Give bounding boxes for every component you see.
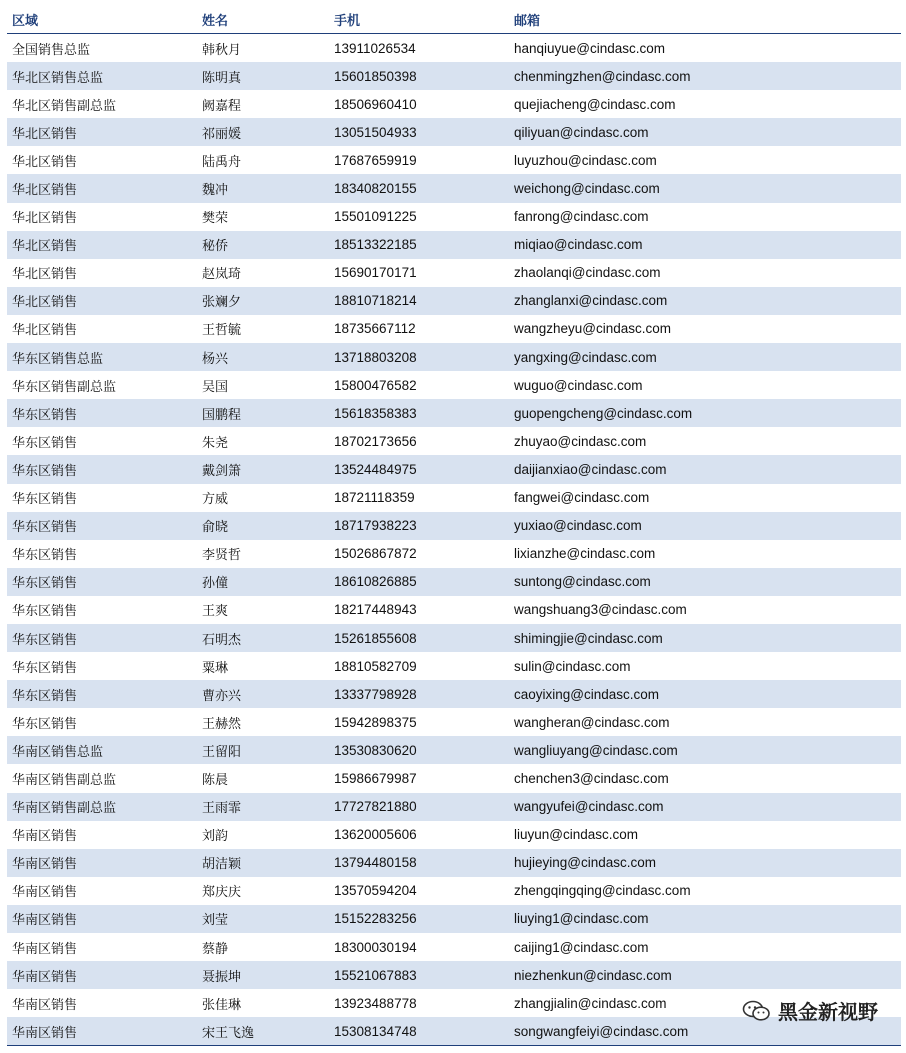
table-row <box>7 427 901 455</box>
cell-region: 华南区销售 <box>12 829 78 845</box>
table-body <box>7 34 901 1045</box>
cell-name: 赵岚琦 <box>202 267 242 283</box>
cell-phone: 13620005606 <box>334 827 417 843</box>
table-row <box>7 652 901 680</box>
cell-region: 华北区销售 <box>12 211 78 227</box>
cell-region: 华东区销售 <box>12 576 78 592</box>
cell-email: songwangfeiyi@cindasc.com <box>514 1023 689 1039</box>
cell-phone: 18810718214 <box>334 293 417 309</box>
cell-email: yuxiao@cindasc.com <box>514 518 642 534</box>
cell-phone: 18717938223 <box>334 518 417 534</box>
cell-name: 蔡静 <box>202 941 229 957</box>
table-row <box>7 680 901 708</box>
cell-email: fanrong@cindasc.com <box>514 209 649 225</box>
cell-email: qiliyuan@cindasc.com <box>514 124 649 140</box>
cell-phone: 15152283256 <box>334 911 417 927</box>
cell-name: 王赫然 <box>202 716 242 732</box>
cell-name: 俞晓 <box>202 520 229 536</box>
table-row <box>7 540 901 568</box>
table-row <box>7 736 901 764</box>
cell-phone: 15521067883 <box>334 967 417 983</box>
cell-phone: 18217448943 <box>334 602 417 618</box>
cell-region: 全国销售总监 <box>12 42 91 58</box>
cell-region: 华东区销售 <box>12 548 78 564</box>
cell-region: 华东区销售 <box>12 688 78 704</box>
cell-name: 樊荣 <box>202 211 229 227</box>
cell-email: zhanglanxi@cindasc.com <box>514 293 668 309</box>
cell-name: 阙嘉程 <box>202 98 242 114</box>
cell-name: 宋王飞逸 <box>202 1025 255 1041</box>
cell-name: 陈明真 <box>202 70 242 86</box>
cell-name: 韩秋月 <box>202 42 242 58</box>
cell-region: 华南区销售 <box>12 997 78 1013</box>
cell-region: 华东区销售 <box>12 463 78 479</box>
cell-phone: 15026867872 <box>334 546 417 562</box>
table-row <box>7 62 901 90</box>
table-bottom-rule <box>7 1045 901 1046</box>
cell-email: luyuzhou@cindasc.com <box>514 152 657 168</box>
cell-email: caijing1@cindasc.com <box>514 939 649 955</box>
cell-name: 陆禹舟 <box>202 154 242 170</box>
cell-email: zhuyao@cindasc.com <box>514 433 647 449</box>
cell-email: wuguo@cindasc.com <box>514 377 643 393</box>
cell-name: 陈晨 <box>202 772 229 788</box>
table-row <box>7 568 901 596</box>
cell-email: caoyixing@cindasc.com <box>514 686 660 702</box>
table-row <box>7 793 901 821</box>
header-name: 姓名 <box>202 13 229 29</box>
table-row <box>7 90 901 118</box>
cell-phone: 15501091225 <box>334 209 417 225</box>
table-row <box>7 877 901 905</box>
cell-region: 华南区销售 <box>12 1025 78 1041</box>
cell-region: 华北区销售 <box>12 154 78 170</box>
cell-region: 华南区销售 <box>12 857 78 873</box>
cell-email: zhengqingqing@cindasc.com <box>514 883 691 899</box>
cell-name: 王爽 <box>202 604 229 620</box>
cell-phone: 13923488778 <box>334 995 417 1011</box>
table-row <box>7 371 901 399</box>
cell-region: 华北区销售 <box>12 126 78 142</box>
cell-region: 华东区销售 <box>12 716 78 732</box>
cell-phone: 15618358383 <box>334 405 417 421</box>
table-row <box>7 961 901 989</box>
cell-region: 华东区销售 <box>12 604 78 620</box>
cell-email: chenmingzhen@cindasc.com <box>514 68 691 84</box>
cell-email: lixianzhe@cindasc.com <box>514 546 656 562</box>
cell-phone: 13530830620 <box>334 742 417 758</box>
cell-phone: 18610826885 <box>334 574 417 590</box>
cell-phone: 15800476582 <box>334 377 417 393</box>
cell-region: 华东区销售 <box>12 407 78 423</box>
cell-name: 朱尧 <box>202 435 229 451</box>
cell-name: 祁丽媛 <box>202 126 242 142</box>
cell-email: suntong@cindasc.com <box>514 574 651 590</box>
cell-region: 华东区销售 <box>12 435 78 451</box>
wechat-icon <box>742 1000 772 1022</box>
cell-phone: 13911026534 <box>334 40 416 56</box>
table-row <box>7 287 901 315</box>
header-email: 邮箱 <box>514 13 541 29</box>
cell-phone: 18340820155 <box>334 181 417 197</box>
cell-email: guopengcheng@cindasc.com <box>514 405 693 421</box>
cell-email: wangshuang3@cindasc.com <box>514 602 687 618</box>
cell-phone: 15942898375 <box>334 714 417 730</box>
cell-name: 刘莹 <box>202 913 229 929</box>
cell-name: 王留阳 <box>202 744 242 760</box>
cell-email: hujieying@cindasc.com <box>514 855 657 871</box>
cell-name: 王哲毓 <box>202 323 242 339</box>
cell-email: daijianxiao@cindasc.com <box>514 461 667 477</box>
table-row <box>7 315 901 343</box>
cell-region: 华北区销售 <box>12 295 78 311</box>
cell-name: 张佳琳 <box>202 997 242 1013</box>
cell-email: weichong@cindasc.com <box>514 181 660 197</box>
cell-name: 魏冲 <box>202 183 229 199</box>
table-row <box>7 231 901 259</box>
cell-phone: 18810582709 <box>334 658 417 674</box>
table-row <box>7 146 901 174</box>
cell-phone: 17687659919 <box>334 152 417 168</box>
cell-name: 杨兴 <box>202 351 229 367</box>
cell-region: 华东区销售 <box>12 632 78 648</box>
cell-phone: 17727821880 <box>334 799 417 815</box>
cell-region: 华东区销售 <box>12 492 78 508</box>
cell-email: liuyun@cindasc.com <box>514 827 639 843</box>
cell-email: niezhenkun@cindasc.com <box>514 967 672 983</box>
cell-email: shimingjie@cindasc.com <box>514 630 663 646</box>
cell-phone: 18721118359 <box>334 490 415 506</box>
table-row <box>7 624 901 652</box>
cell-email: hanqiuyue@cindasc.com <box>514 40 666 56</box>
cell-email: sulin@cindasc.com <box>514 658 631 674</box>
table-row <box>7 203 901 231</box>
cell-email: wangzheyu@cindasc.com <box>514 321 672 337</box>
cell-region: 华南区销售副总监 <box>12 801 117 817</box>
table-row <box>7 596 901 624</box>
cell-name: 李贤哲 <box>202 548 242 564</box>
cell-region: 华南区销售 <box>12 885 78 901</box>
table-row <box>7 118 901 146</box>
cell-name: 孙僮 <box>202 576 229 592</box>
cell-name: 国鹏程 <box>202 407 242 423</box>
cell-phone: 15261855608 <box>334 630 417 646</box>
cell-name: 胡洁颖 <box>202 857 242 873</box>
cell-name: 石明杰 <box>202 632 242 648</box>
cell-name: 王雨霏 <box>202 801 242 817</box>
table-row <box>7 933 901 961</box>
table-row <box>7 905 901 933</box>
cell-email: zhaolanqi@cindasc.com <box>514 265 661 281</box>
cell-phone: 15601850398 <box>334 68 417 84</box>
cell-region: 华北区销售 <box>12 323 78 339</box>
cell-region: 华南区销售 <box>12 969 78 985</box>
table-row <box>7 455 901 483</box>
cell-region: 华北区销售 <box>12 239 78 255</box>
header-phone: 手机 <box>334 13 361 29</box>
cell-region: 华南区销售总监 <box>12 744 104 760</box>
cell-phone: 18702173656 <box>334 433 417 449</box>
cell-email: fangwei@cindasc.com <box>514 490 650 506</box>
cell-region: 华北区销售 <box>12 267 78 283</box>
watermark <box>742 996 878 1025</box>
cell-region: 华南区销售 <box>12 913 78 929</box>
cell-region: 华东区销售 <box>12 660 78 676</box>
cell-email: yangxing@cindasc.com <box>514 349 657 365</box>
cell-name: 刘韵 <box>202 829 229 845</box>
cell-region: 华东区销售总监 <box>12 351 104 367</box>
cell-name: 张斓夕 <box>202 295 242 311</box>
cell-name: 郑庆庆 <box>202 885 242 901</box>
table-row <box>7 764 901 792</box>
cell-phone: 15690170171 <box>334 265 417 281</box>
cell-region: 华东区销售副总监 <box>12 379 117 395</box>
cell-phone: 18513322185 <box>334 237 417 253</box>
cell-phone: 15308134748 <box>334 1023 417 1039</box>
cell-name: 吴国 <box>202 379 229 395</box>
table-row <box>7 174 901 202</box>
cell-name: 戴剑箫 <box>202 463 242 479</box>
cell-phone: 13794480158 <box>334 855 417 871</box>
cell-name: 曹亦兴 <box>202 688 242 704</box>
cell-phone: 13337798928 <box>334 686 417 702</box>
table-row <box>7 708 901 736</box>
cell-region: 华北区销售 <box>12 183 78 199</box>
cell-phone: 18506960410 <box>334 96 417 112</box>
table-row <box>7 512 901 540</box>
cell-region: 华南区销售副总监 <box>12 772 117 788</box>
cell-email: zhangjialin@cindasc.com <box>514 995 667 1011</box>
cell-email: wangyufei@cindasc.com <box>514 799 664 815</box>
header-region: 区域 <box>12 13 39 29</box>
cell-name: 秘侨 <box>202 239 229 255</box>
table-row <box>7 399 901 427</box>
cell-region: 华北区销售总监 <box>12 70 104 86</box>
cell-email: quejiacheng@cindasc.com <box>514 96 676 112</box>
cell-phone: 13570594204 <box>334 883 417 899</box>
cell-name: 方威 <box>202 492 229 508</box>
cell-region: 华南区销售 <box>12 941 78 957</box>
cell-name: 粟琳 <box>202 660 229 676</box>
table-header <box>7 5 901 34</box>
table-row <box>7 343 901 371</box>
cell-phone: 18735667112 <box>334 321 416 337</box>
table-row <box>7 484 901 512</box>
table-row <box>7 821 901 849</box>
cell-email: miqiao@cindasc.com <box>514 237 643 253</box>
cell-region: 华东区销售 <box>12 520 78 536</box>
cell-email: wangheran@cindasc.com <box>514 714 670 730</box>
table-row <box>7 259 901 287</box>
cell-email: chenchen3@cindasc.com <box>514 770 669 786</box>
cell-phone: 13718803208 <box>334 349 417 365</box>
cell-region: 华北区销售副总监 <box>12 98 117 114</box>
watermark-text: 黑金新视野 <box>778 1000 878 1024</box>
cell-phone: 13051504933 <box>334 124 417 140</box>
cell-email: liuying1@cindasc.com <box>514 911 649 927</box>
cell-phone: 18300030194 <box>334 939 417 955</box>
cell-phone: 15986679987 <box>334 770 417 786</box>
cell-phone: 13524484975 <box>334 461 417 477</box>
contact-table <box>7 5 901 1046</box>
cell-name: 聂振坤 <box>202 969 242 985</box>
cell-email: wangliuyang@cindasc.com <box>514 742 678 758</box>
table-row <box>7 34 901 62</box>
table-row <box>7 849 901 877</box>
